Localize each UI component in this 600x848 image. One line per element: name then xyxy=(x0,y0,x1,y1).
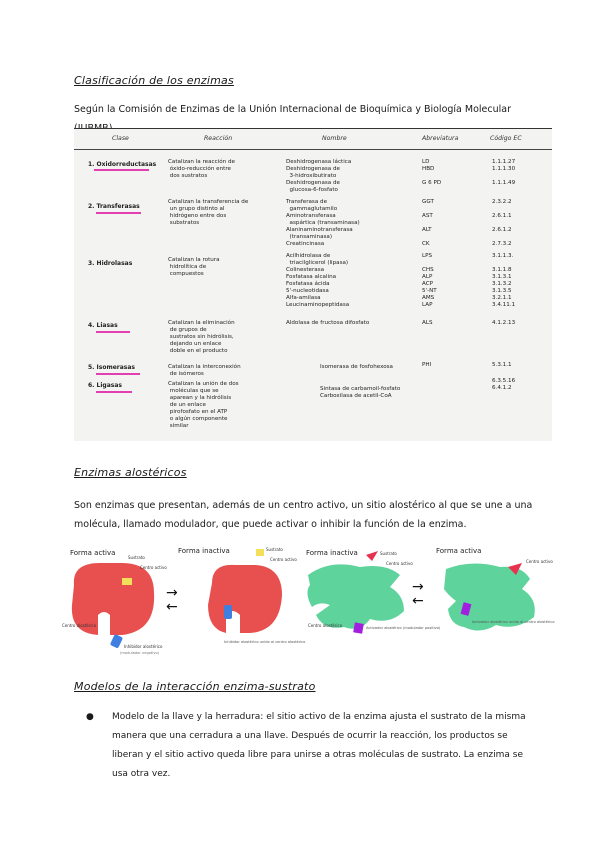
header-nombre: Nombre xyxy=(322,135,347,142)
alostericos-text: Son enzimas que presentan, además de un centro activo, un sitio alostérico al que se une a una molécula, llamado modulador, que puede activar o inhibir la función de la enzima. xyxy=(74,500,533,530)
names-1: Deshidrogenasa láctica Deshidrogenasa de 3-hidroxibutirato Deshidrogenasa de glucosa-6-fosfato xyxy=(286,159,352,193)
purple-activator xyxy=(353,622,364,633)
codes-4: 4.1.2.13 xyxy=(492,320,516,326)
label-centro-1: Centro activo xyxy=(140,565,167,570)
header-clase: Clase xyxy=(112,135,129,142)
label-sustrato-2: Sustrato xyxy=(266,547,283,552)
section-title-alostericos: Enzimas alostéricos xyxy=(74,466,187,479)
reaction-2: Catalizan la transferencia de un grupo distinto al hidrógeno entre dos substratos xyxy=(168,199,249,226)
codes-3: 3.1.1.3. 3.1.1.8 3.1.3.1 3.1.3.2 3.1.3.5 3.2.1.1 3.4.11.1 xyxy=(492,253,516,308)
label-green-inactive: Forma inactiva xyxy=(306,549,358,557)
allosteric-diagram xyxy=(60,545,555,665)
reaction-3: Catalizan la rotura hidrolítica de compuestos xyxy=(168,257,220,277)
label-activador-unido: Activador alostérico unido al centro alostérico xyxy=(472,620,555,624)
reaction-6: Catalizan la unión de dos moléculas que se aparean y la hidrólisis de un enlace pirofosfato en el ATP o algún componente similar xyxy=(168,381,239,429)
abbr-4: ALS xyxy=(422,320,433,326)
class-6: 6. Ligasas xyxy=(88,382,122,389)
modelos-bullet-text: Modelo de la llave y la herradura: el sitio activo de la enzima ajusta el sustrato de la misma manera que una cerradura a una llave. Después de ocurrir la reacción, los productos se liberan y el sitio activo queda libre para unirse a otras moléculas de sustrato. La enzima se usa otra vez. xyxy=(112,712,526,779)
section-title-clasificacion: Clasificación de los enzimas xyxy=(74,74,234,87)
class-2: 2. Transferasas xyxy=(88,203,140,210)
reaction-1: Catalizan la reacción de óxido-reducción entre dos sustratos xyxy=(168,159,235,179)
names-3: Acilhidrolasa de triacilglicerol (lipasa) Colinesterasa Fosfatasa alcalina Fosfatasa ácida 5'-nucleotidasa Alfa-amilasa Leucinaminopeptidasa xyxy=(286,253,350,308)
class-5: 5. Isomerasas xyxy=(88,364,135,371)
label-activador: Activador alostérico (modulador positivo) xyxy=(366,626,441,630)
class-3: 3. Hidrolasas xyxy=(88,260,133,267)
abbr-5: PHI xyxy=(422,362,432,368)
green-enzyme-inactive xyxy=(307,564,404,628)
label-inhibidor-unido: Inhibidor alostérico unido al centro alostérico xyxy=(224,640,306,644)
reaction-4: Catalizan la eliminación de grupos de sustratos sin hidrólisis, dejando un enlace doble en el producto xyxy=(168,320,235,354)
names-5: Isomerasa de fosfohexosa xyxy=(320,364,393,370)
header-reaccion: Reacción xyxy=(204,135,233,142)
reaction-5: Catalizan la interconexión de isómeros xyxy=(168,364,241,377)
highlight-mark xyxy=(96,391,132,393)
header-abreviatura: Abreviatura xyxy=(422,135,459,142)
label-sustrato-1: Sustrato xyxy=(128,555,145,560)
names-2: Transferasa de gammaglutamilo Aminotransferasa aspártica (transaminasa) Alaninaminotransferasa (transaminasa) Creatincinasa xyxy=(286,199,360,247)
label-centro-2: Centro activo xyxy=(270,557,297,562)
label-green-active: Forma activa xyxy=(436,547,482,555)
label-centro-4: Centro activo xyxy=(526,559,553,564)
class-4: 4. Liasas xyxy=(88,322,118,329)
yellow-substrate-free xyxy=(256,549,264,556)
abbr-1: LD HBD G 6 PD xyxy=(422,159,442,186)
table-header-rule xyxy=(74,149,552,150)
label-red-active: Forma activa xyxy=(70,549,116,557)
codes-5: 5.3.1.1 xyxy=(492,362,512,368)
label-centro-alo-1: Centro alostérico xyxy=(62,623,97,628)
highlight-mark xyxy=(96,331,130,333)
red-substrate xyxy=(366,551,378,561)
codes-1: 1.1.1.27 1.1.1.30 1.1.1.49 xyxy=(492,159,516,186)
enzyme-classification-table xyxy=(74,128,552,441)
codes-2: 2.3.2.2 2.6.1.1 2.6.1.2 2.7.3.2 xyxy=(492,199,512,247)
arrow-left-icon: ← xyxy=(166,599,178,615)
names-4: Aldolasa de fructosa difosfato xyxy=(286,320,370,326)
blue-inhibitor-bound xyxy=(224,605,232,619)
abbr-3: LPS CHS ALP ACP 5'-NT AMS LAP xyxy=(422,253,437,308)
names-6: Sintasa de carbamoil-fosfato Carboxilasa de acetil-CoA xyxy=(320,386,401,399)
label-sustrato-3: Sustrato xyxy=(380,551,397,556)
yellow-substrate xyxy=(122,578,132,585)
intro-text: Según la Comisión de Enzimas de la Unión Internacional de Bioquímica y Biología Molecular xyxy=(74,104,511,115)
arrow-right-icon-2: → xyxy=(412,579,424,595)
arrow-right-icon: → xyxy=(166,585,178,601)
label-red-inactive: Forma inactiva xyxy=(178,547,230,555)
bullet-icon: ● xyxy=(86,712,94,722)
red-enzyme-inactive xyxy=(208,565,282,633)
label-centro-alo-2: Centro alostérico xyxy=(308,623,343,628)
arrow-left-icon-2: ← xyxy=(412,593,424,609)
class-1: 1. Oxidorreductasas xyxy=(88,161,157,168)
highlight-mark xyxy=(96,212,141,214)
highlight-mark xyxy=(96,373,140,375)
section-title-modelos: Modelos de la interacción enzima-sustrato xyxy=(74,680,316,693)
codes-6: 6.3.5.16 6.4.1.2 xyxy=(492,378,516,391)
label-centro-3: Centro activo xyxy=(386,561,413,566)
label-inhibidor-sub: (modulador negativo) xyxy=(120,651,160,655)
abbr-2: GGT AST ALT CK xyxy=(422,199,434,247)
highlight-mark xyxy=(94,169,149,171)
label-inhibidor: Inhibidor alostérico xyxy=(124,644,163,649)
header-codigo: Código EC xyxy=(490,135,522,142)
blue-inhibitor xyxy=(110,634,123,649)
